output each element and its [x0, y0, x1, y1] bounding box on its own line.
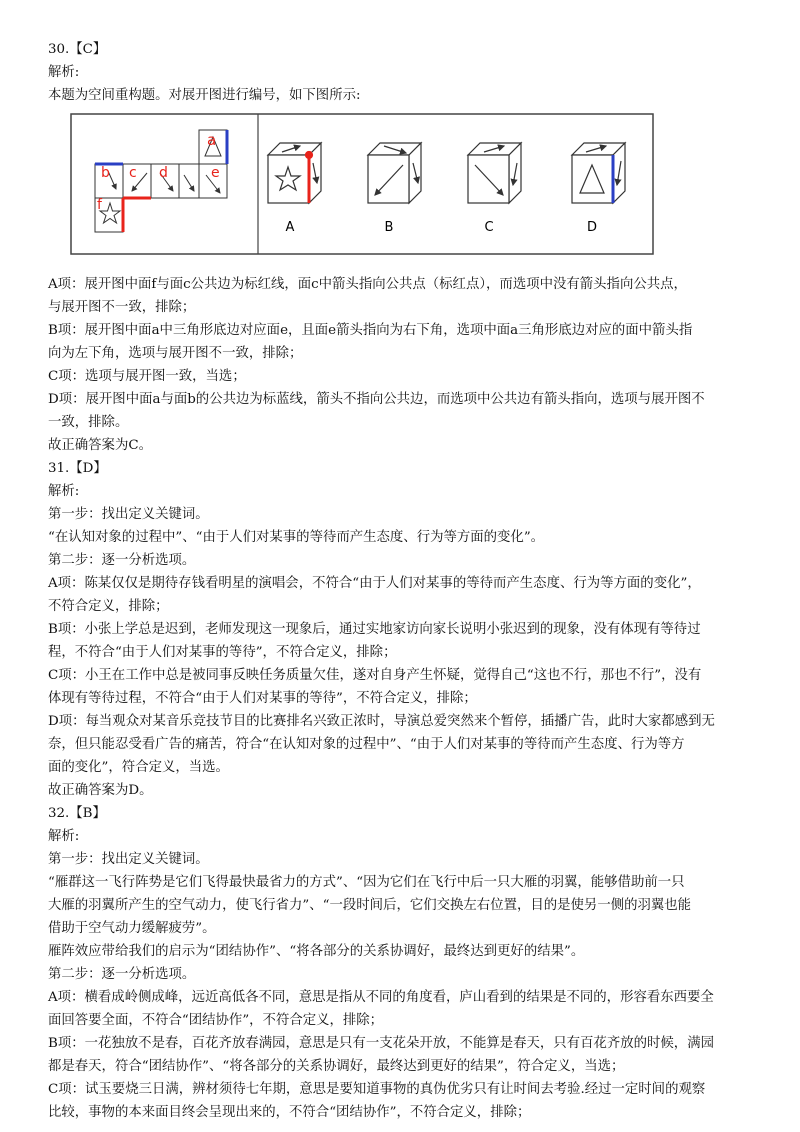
q31-step2: 第二步：逐一分析选项。	[48, 553, 196, 568]
q32-option-a-cont: 面回答要全面，不符合“团结协作”，不符合定义，排除；	[48, 1013, 384, 1028]
q31-option-d-cont: 奈，但只能忍受看广告的痛苦，符合“在认知对象的过程中”、“由于人们对某事的等待而产生态度、行为等方	[48, 737, 685, 752]
q30-option-b-cont: 向为左下角，选项与展开图不一致，排除；	[48, 346, 303, 361]
face-label-b: b	[101, 165, 110, 181]
analysis-label: 解析:	[48, 65, 80, 80]
q31-keywords: “在认知对象的过程中”、“由于人们对某事的等待而产生态度、行为等方面的变化”。	[48, 530, 545, 545]
question-32-heading: 32.【B】	[48, 806, 106, 821]
q30-option-b: B项：展开图中面a中三角形底边对应面e，且面e箭头指向为右下角，选项中面a三角形底边对应的面中箭头指	[48, 323, 693, 338]
face-label-a: a	[207, 131, 217, 149]
q31-option-c-cont: 体现有等待过程，不符合“由于人们对某事的等待”，不符合定义，排除；	[48, 691, 477, 706]
cube-option-d	[572, 143, 625, 203]
q30-option-c: C项：选项与展开图一致，当选；	[48, 369, 246, 384]
face-label-c: c	[129, 165, 137, 181]
face-label-f: f	[97, 197, 102, 213]
q30-option-a: A项：展开图中面f与面c公共边为标红线，面c中箭头指向公共点（标红点），而选项中没有箭头指向公共点，	[48, 277, 687, 292]
q32-step1: 第一步：找出定义关键词。	[48, 852, 209, 867]
q31-answer: 故正确答案为D。	[48, 783, 153, 798]
cube-net-figure	[70, 113, 654, 255]
document-page	[48, 38, 760, 1124]
q31-option-b: B项：小张上学总是迟到，老师发现这一现象后，通过实地家访向家长说明小张迟到的现象，没有体现有等待过	[48, 622, 701, 637]
option-label-b: B	[384, 220, 394, 235]
q30-answer: 故正确答案为C。	[48, 438, 152, 453]
q30-figure-row	[48, 107, 760, 273]
face-label-e: e	[211, 165, 220, 181]
option-label-d: D	[586, 220, 598, 235]
cube-option-b	[368, 143, 421, 203]
net-face-c	[123, 164, 151, 198]
q30-option-d: D项：展开图中面a与面b的公共边为标蓝线，箭头不指向公共边，而选项中公共边有箭头指向，选项与展开图不	[48, 392, 705, 407]
option-label-c: C	[484, 220, 494, 235]
cube-option-c	[468, 143, 521, 203]
net-face-d2	[179, 164, 199, 198]
q31-option-b-cont: 程，不符合“由于人们对某事的等待”，不符合定义，排除；	[48, 645, 397, 660]
q31-option-a-cont: 不符合定义，排除；	[48, 599, 169, 614]
q30-option-d-cont: 一致，排除。	[48, 415, 129, 430]
q31-step1: 第一步：找出定义关键词。	[48, 507, 209, 522]
q30-intro: 本题为空间重构题。对展开图进行编号，如下图所示:	[48, 88, 361, 103]
q32-option-c: C项：试玉要烧三日满，辨材须待七年期，意思是要知道事物的真伪优劣只有让时间去考验.经过一定时间的观察	[48, 1082, 706, 1097]
question-30-heading: 30.【C】	[48, 42, 107, 57]
face-label-d: d	[159, 165, 168, 181]
q32-keyword-1: “雁群这一飞行阵势是它们飞得最快最省力的方式”、“因为它们在飞行中后一只大雁的羽翼，能够借助前一只	[48, 875, 685, 890]
q31-option-d-cont2: 面的变化”，符合定义，当选。	[48, 760, 229, 775]
analysis-label: 解析:	[48, 484, 80, 499]
q32-keyword-2: 大雁的羽翼所产生的空气动力，使飞行省力”、“一段时间后，它们交换左右位置，目的是使另一侧的羽翼也能	[48, 898, 692, 913]
analysis-label: 解析:	[48, 829, 80, 844]
q31-option-a: A项：陈某仅仅是期待存钱看明星的演唱会，不符合“由于人们对某事的等待而产生态度、行为等方面的变化”，	[48, 576, 701, 591]
q32-step2: 第二步：逐一分析选项。	[48, 967, 196, 982]
q32-option-a: A项：横看成岭侧成峰，远近高低各不同，意思是指从不同的角度看，庐山看到的结果是不同的，形容看东西要全	[48, 990, 714, 1005]
cube-option-a	[268, 143, 321, 203]
option-label-a: A	[285, 220, 295, 235]
q32-option-b: B项：一花独放不是春，百花齐放春满园，意思是只有一支花朵开放，不能算是春天，只有百花齐放的时候，满园	[48, 1036, 714, 1051]
q32-option-b-cont: 都是春天，符合“团结协作”、“将各部分的关系协调好，最终达到更好的结果”，符合定义，当选；	[48, 1059, 625, 1074]
question-31-heading: 31.【D】	[48, 461, 107, 476]
q31-option-d: D项：每当观众对某音乐竞技节目的比赛排名兴致正浓时，导演总爱突然来个暂停，插播广告，此时大家都感到无	[48, 714, 715, 729]
q32-keyword-4: 雁阵效应带给我们的启示为“团结协作”、“将各部分的关系协调好，最终达到更好的结果”。	[48, 944, 585, 959]
q32-option-c-cont: 比较，事物的本来面目终会呈现出来的，不符合“团结协作”，不符合定义，排除；	[48, 1105, 531, 1120]
q30-option-a-cont: 与展开图不一致，排除；	[48, 300, 196, 315]
q32-keyword-3: 借助于空气动力缓解疲劳”。	[48, 921, 216, 936]
q31-option-c: C项：小王在工作中总是被同事反映任务质量欠佳，遂对自身产生怀疑，觉得自己“这也不行，那也不行”，没有	[48, 668, 702, 683]
